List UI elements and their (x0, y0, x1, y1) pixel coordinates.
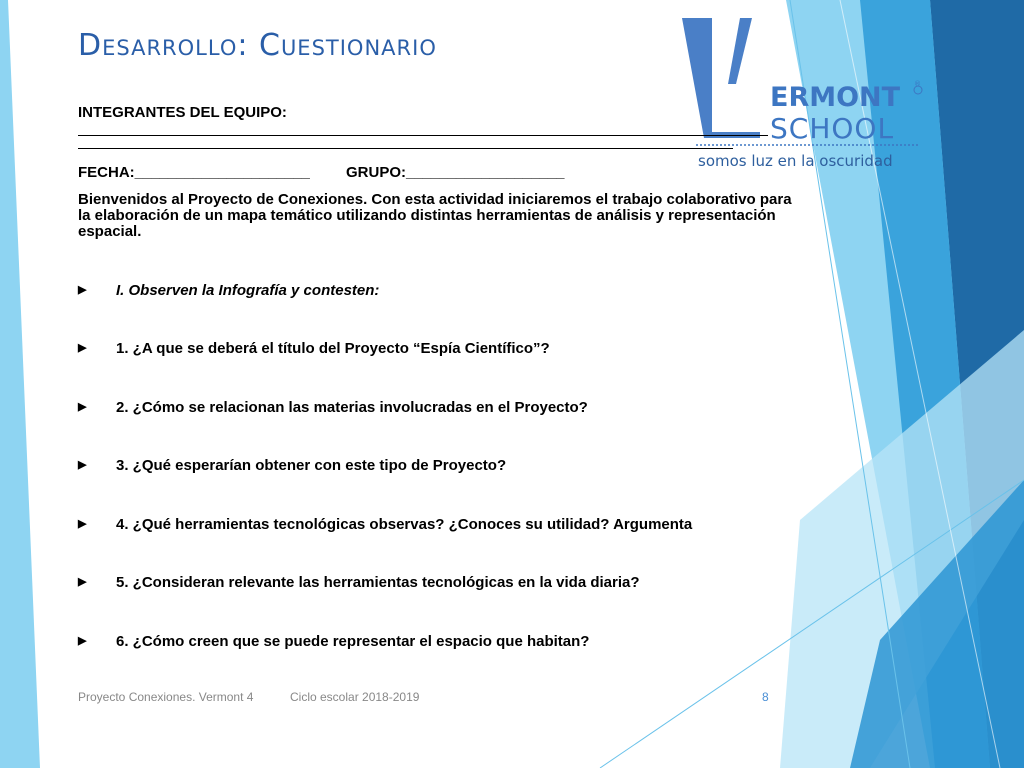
footer-school-year: Ciclo escolar 2018-2019 (290, 690, 420, 704)
page-number: 8 (762, 690, 769, 704)
vermont-school-logo (676, 12, 932, 180)
logo-brand-line2: SCHOOL (770, 112, 895, 145)
fecha-field: FECHA:_____________________ (78, 164, 310, 181)
bullet-arrow-icon: ▶ (78, 342, 87, 354)
bullet-arrow-icon: ▶ (78, 635, 87, 647)
bullet-arrow-icon: ▶ (78, 576, 87, 588)
logo-tagline: somos luz en la oscuridad (698, 152, 893, 170)
blank-line-2 (78, 148, 733, 149)
grupo-field: GRUPO:___________________ (346, 164, 565, 181)
bg-left-sliver (0, 0, 40, 768)
bullet-arrow-icon: ▶ (78, 401, 87, 413)
registered-mark: ® (914, 80, 921, 88)
bullet-arrow-icon: ▶ (78, 284, 87, 296)
blank-line-1 (78, 135, 768, 136)
team-label: INTEGRANTES DEL EQUIPO: (78, 104, 287, 121)
slide: ERMONT SCHOOL somos luz en la oscuridad ® Desarrollo: Cuestionario INTEGRANTES DEL EQUIPO: FECHA:_____________________ GRUPO:___________________ Bienvenidos al Proyecto de Conexiones. Con esta actividad iniciaremos el trabajo colaborativo para la elaboración de un mapa temático utilizando distintas herramientas de análisis y representación espacial. ▶ I. Observen la Infografía y contesten: ▶ 1. ¿A que se deberá el título del Proyecto “Espía Científico”? ▶ 2. ¿Cómo se relacionan las materias involucradas en el Proyecto? ▶ 3. ¿Qué esperarían obtener con este tipo de Proyecto? ▶ 4. ¿Qué herramientas tecnológicas observas? ¿Conoces su utilidad? Argumenta ▶ 5. ¿Consideran relevante las herramientas tecnológicas en la vida diaria? ▶ 6. ¿Cómo creen que se puede representar el espacio que habitan? Proyecto Conexiones. Vermont 4 Ciclo escolar 2018-2019 8 (0, 0, 1024, 768)
footer-project: Proyecto Conexiones. Vermont 4 (78, 690, 254, 704)
slide-title: Desarrollo: Cuestionario (78, 28, 437, 63)
intro-paragraph: Bienvenidos al Proyecto de Conexiones. Con esta actividad iniciaremos el trabajo colaborativo para la elaboración de un mapa temático utilizando distintas herramientas de análisis y representación espacial. (78, 191, 792, 240)
bullet-arrow-icon: ▶ (78, 518, 87, 530)
logo-brand-line1: ERMONT (770, 82, 901, 113)
bullet-arrow-icon: ▶ (78, 459, 87, 471)
